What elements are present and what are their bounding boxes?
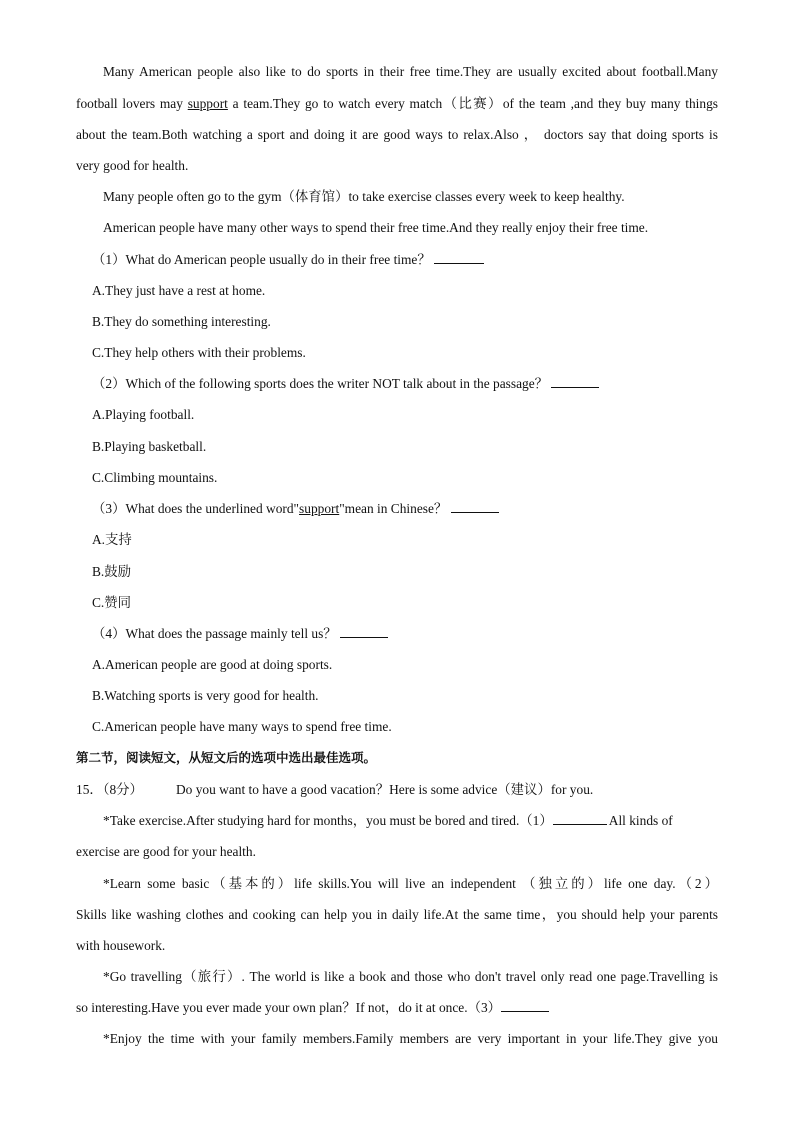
question-4-stem: （4）What does the passage mainly tell us？ — [92, 625, 388, 643]
question-4-option-a[interactable]: A.American people are good at doing sports. — [92, 657, 333, 672]
answer-blank[interactable] — [553, 812, 607, 825]
passage-p1-line3: about the team.Both watching a sport and doing it are good ways to relax.Also ， doctors say that doing sports is — [76, 127, 718, 142]
question-3-option-a[interactable]: A.支持 — [92, 532, 132, 547]
question-2-option-c[interactable]: C.Climbing mountains. — [92, 470, 218, 485]
question-4-option-c[interactable]: C.American people have many ways to spend free time. — [92, 719, 392, 734]
question-15-intro: Do you want to have a good vacation？Here is some advice（建议）for you. — [176, 782, 594, 797]
answer-blank[interactable] — [501, 999, 549, 1012]
question-2-option-a[interactable]: A.Playing football. — [92, 407, 195, 422]
answer-blank[interactable] — [451, 500, 499, 513]
question-2-option-b[interactable]: B.Playing basketball. — [92, 439, 207, 454]
tip-2-line2: Skills like washing clothes and cooking can help you in daily life.At the same time，you should help your parents — [76, 907, 718, 922]
passage-p3: American people have many other ways to spend their free time.And they really enjoy their free time. — [103, 220, 649, 235]
question-3-option-b[interactable]: B.鼓励 — [92, 564, 132, 579]
passage-p1-line4: very good for health. — [76, 158, 189, 173]
passage-p1-line1: Many American people also like to do sports in their free time.They are usually excited about football.Many — [103, 64, 718, 79]
answer-blank[interactable] — [434, 251, 484, 264]
question-3-stem: （3）What does the underlined word"support"mean in Chinese？ — [92, 500, 499, 518]
tip-3-line1: *Go travelling（旅行）. The world is like a book and those who don't travel only read one page.Travelling is — [103, 969, 718, 984]
question-3-option-c[interactable]: C.赞同 — [92, 595, 132, 610]
answer-blank[interactable] — [551, 375, 599, 388]
question-1-option-a[interactable]: A.They just have a rest at home. — [92, 283, 266, 298]
tip-1-line2: exercise are good for your health. — [76, 844, 256, 859]
question-4-option-b[interactable]: B.Watching sports is very good for health. — [92, 688, 319, 703]
question-15-number: 15．（8分） — [76, 782, 143, 797]
tip-3-line2: so interesting.Have you ever made your own plan？If not，do it at once.（3） — [76, 999, 549, 1017]
question-2-stem: （2）Which of the following sports does the writer NOT talk about in the passage？ — [92, 375, 599, 393]
passage-p2: Many people often go to the gym（体育馆）to take exercise classes every week to keep healthy. — [103, 189, 625, 204]
question-1-option-b[interactable]: B.They do something interesting. — [92, 314, 271, 329]
tip-4-line1: *Enjoy the time with your family members.Family members are very important in your life.They give you — [103, 1031, 718, 1046]
tip-2-line1: *Learn some basic（基本的）life skills.You will live an independent （独立的）life one day.（2） — [103, 876, 718, 891]
tip-1-line1: *Take exercise.After studying hard for months，you must be bored and tired.（1） All kinds of — [103, 813, 673, 828]
passage-p1-line2: football lovers may support a team.They go to watch every match（比赛）of the team ,and they buy many things — [76, 96, 718, 111]
answer-blank[interactable] — [340, 625, 388, 638]
section-2-heading: 第二节，阅读短文，从短文后的选项中选出最佳选项。 — [76, 750, 377, 765]
underlined-word-support: support — [187, 96, 228, 111]
question-1-stem: （1）What do American people usually do in their free time？ — [92, 251, 484, 269]
tip-2-line3: with housework. — [76, 938, 166, 953]
question-1-option-c[interactable]: C.They help others with their problems. — [92, 345, 306, 360]
